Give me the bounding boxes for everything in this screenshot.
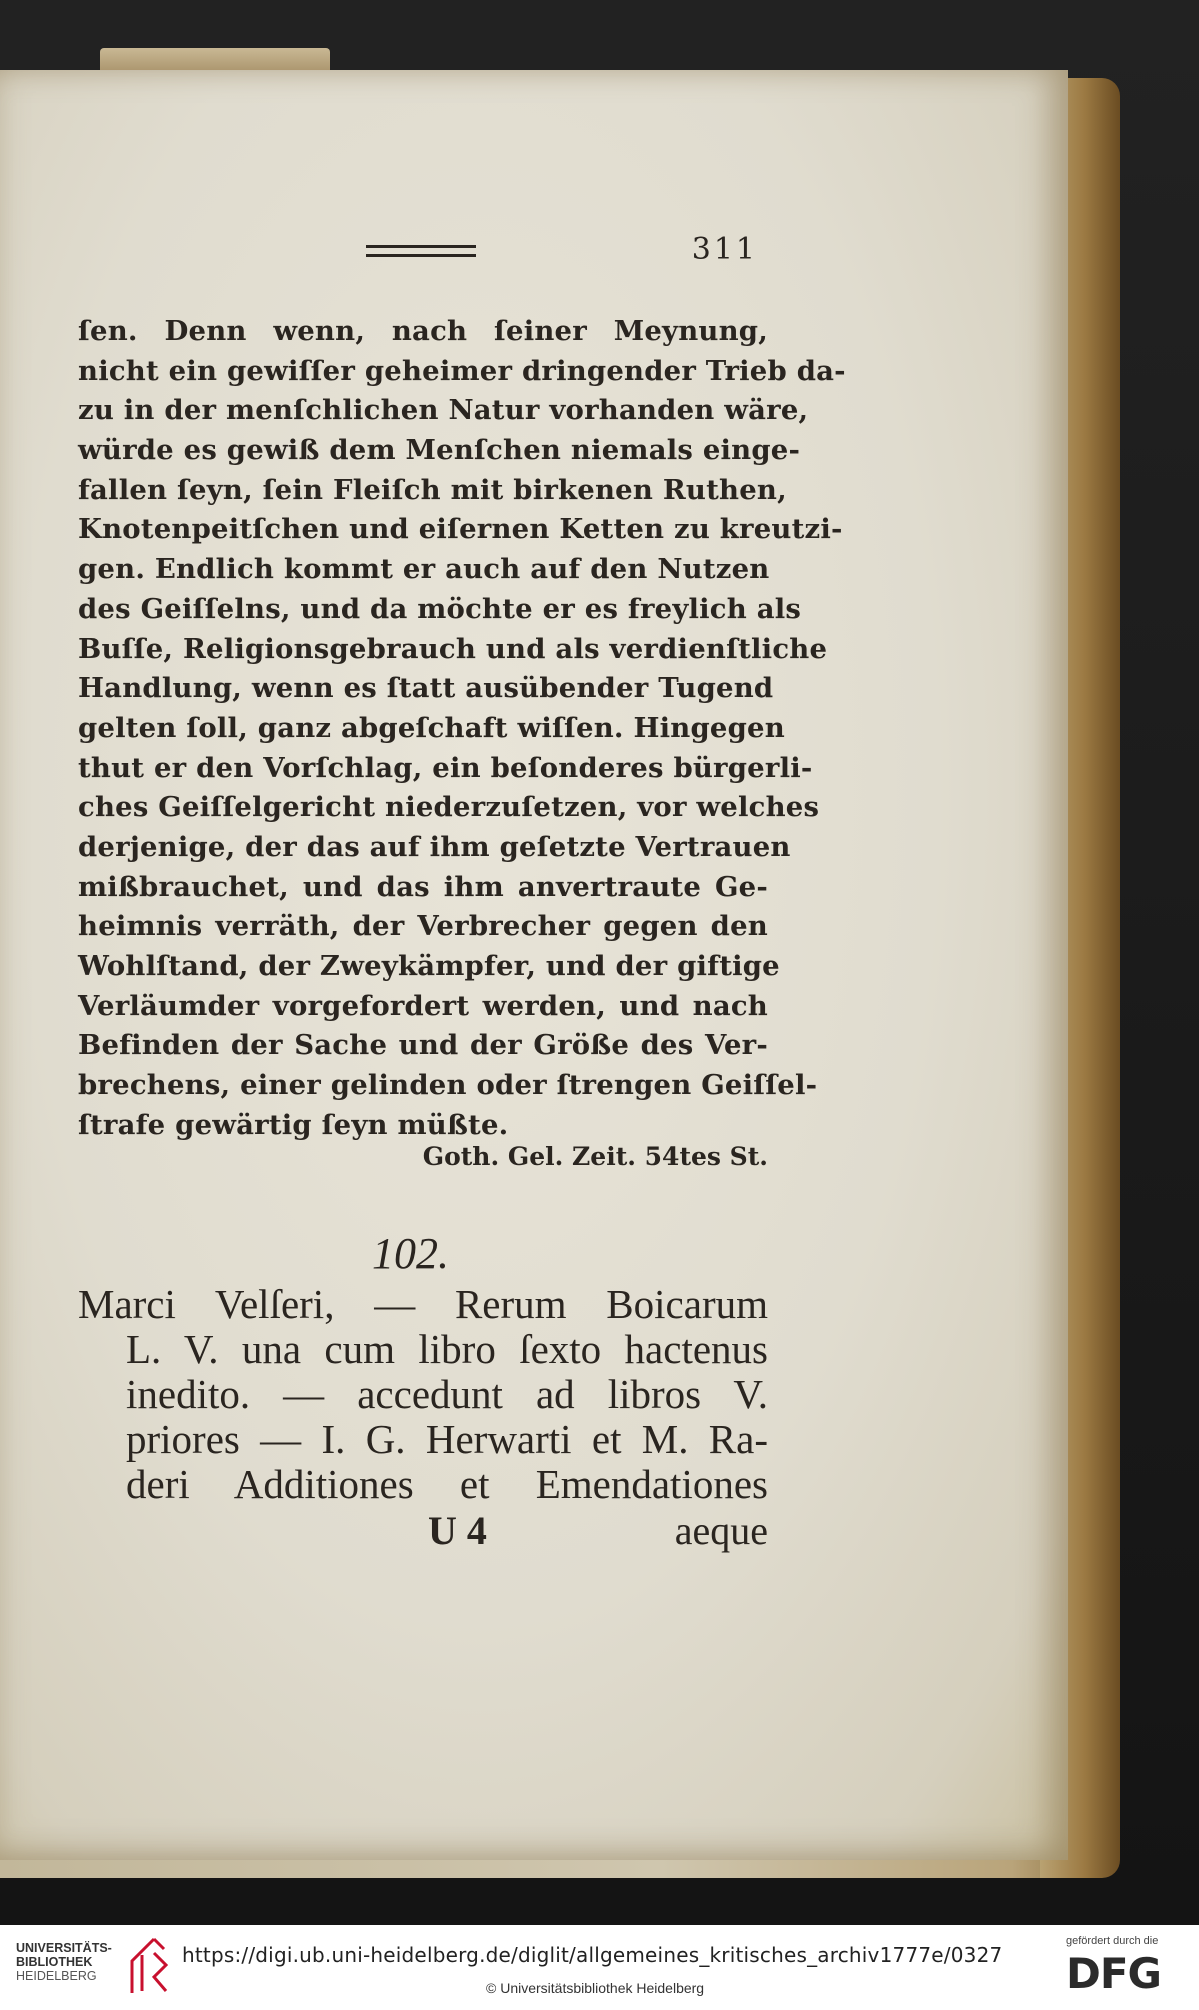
library-name-line2: BIBLIOTHEK <box>16 1955 93 1969</box>
library-name-line1: UNIVERSITÄTS- <box>16 1941 112 1955</box>
permalink[interactable]: https://digi.ub.uni-heidelberg.de/diglit/allgemeines_kritisches_archiv1777e/0327 <box>182 1943 1003 1967</box>
text-line: würde es gewiß dem Menſchen niemals einge- <box>78 434 801 467</box>
text-line: brechens, einer gelinden oder ſtrengen Geiſſel- <box>78 1069 818 1102</box>
page-number: 311 <box>691 232 758 267</box>
text-line: gen. Endlich kommt er auch auf den Nutzen <box>78 553 770 586</box>
title-line: priores — I. G. Herwarti et M. Ra- <box>126 1416 768 1462</box>
catchword: aeque <box>674 1508 768 1553</box>
entry-title <box>78 1282 768 1507</box>
text-line: Buſſe, Religionsgebrauch und als verdienſtliche <box>78 632 828 665</box>
funded-by-label: gefördert durch die <box>1066 1935 1159 1947</box>
copyright-notice: © Universitätsbibliothek Heidelberg <box>486 1980 705 1996</box>
body-text <box>78 312 846 1145</box>
title-line: L. V. una cum libro ſexto hactenus <box>126 1326 768 1372</box>
text-line: Verläumder vorgefordert werden, und nach <box>78 989 768 1022</box>
text-line: Handlung, wenn es ſtatt ausübender Tugend <box>78 672 774 705</box>
text-line: zu in der menſchlichen Natur vorhanden wäre, <box>78 394 809 427</box>
text-line: ſtrafe gewärtig ſeyn müßte. <box>78 1108 509 1141</box>
text-line: ſen. Denn wenn, nach ſeiner Meynung, <box>78 315 768 347</box>
dfg-logo: DFG <box>1066 1949 1162 1998</box>
library-logo-icon <box>124 1935 170 1997</box>
title-line: Marci Velſeri, — Rerum Boicarum <box>78 1281 768 1327</box>
text-line: gelten ſoll, ganz abgeſchaft wiſſen. Hingegen <box>78 711 785 744</box>
source-citation: Goth. Gel. Zeit. 54tes St. <box>422 1142 768 1171</box>
text-line: thut er den Vorſchlag, ein beſonderes bürgerli- <box>78 751 813 784</box>
text-line: mißbrauchet, und das ihm anvertraute Ge- <box>78 870 768 903</box>
text-line: fallen ſeyn, ſein Fleiſch mit birkenen Ruthen, <box>78 473 787 506</box>
title-line: deri Additiones et Emendationes <box>126 1461 768 1507</box>
text-line: heimnis verräth, der Verbrecher gegen den <box>78 910 768 943</box>
text-line: derjenige, der das auf ihm geſetzte Vertrauen <box>78 830 791 863</box>
text-line: Wohlſtand, der Zweykämpfer, und der giftige <box>78 950 780 982</box>
title-line: inedito. — accedunt ad libros V. <box>126 1371 768 1417</box>
header-rule <box>366 245 476 257</box>
text-line: des Geiſſelns, und da möchte er es freylich als <box>78 592 802 625</box>
viewer-footer <box>0 1925 1199 2010</box>
text-line: ches Geiſſelgericht niederzuſetzen, vor welches <box>78 791 820 824</box>
text-line: Befinden der Sache und der Größe des Ver- <box>78 1029 768 1062</box>
library-name-line3: HEIDELBERG <box>16 1969 97 1983</box>
text-line: Knotenpeitſchen und eiſernen Ketten zu kreutzi- <box>78 513 843 546</box>
entry-number: 102. <box>372 1229 449 1278</box>
text-line: nicht ein gewiſſer geheimer dringender Trieb da- <box>78 354 846 387</box>
signature-mark: U 4 <box>428 1508 487 1553</box>
library-name <box>16 1941 112 1983</box>
